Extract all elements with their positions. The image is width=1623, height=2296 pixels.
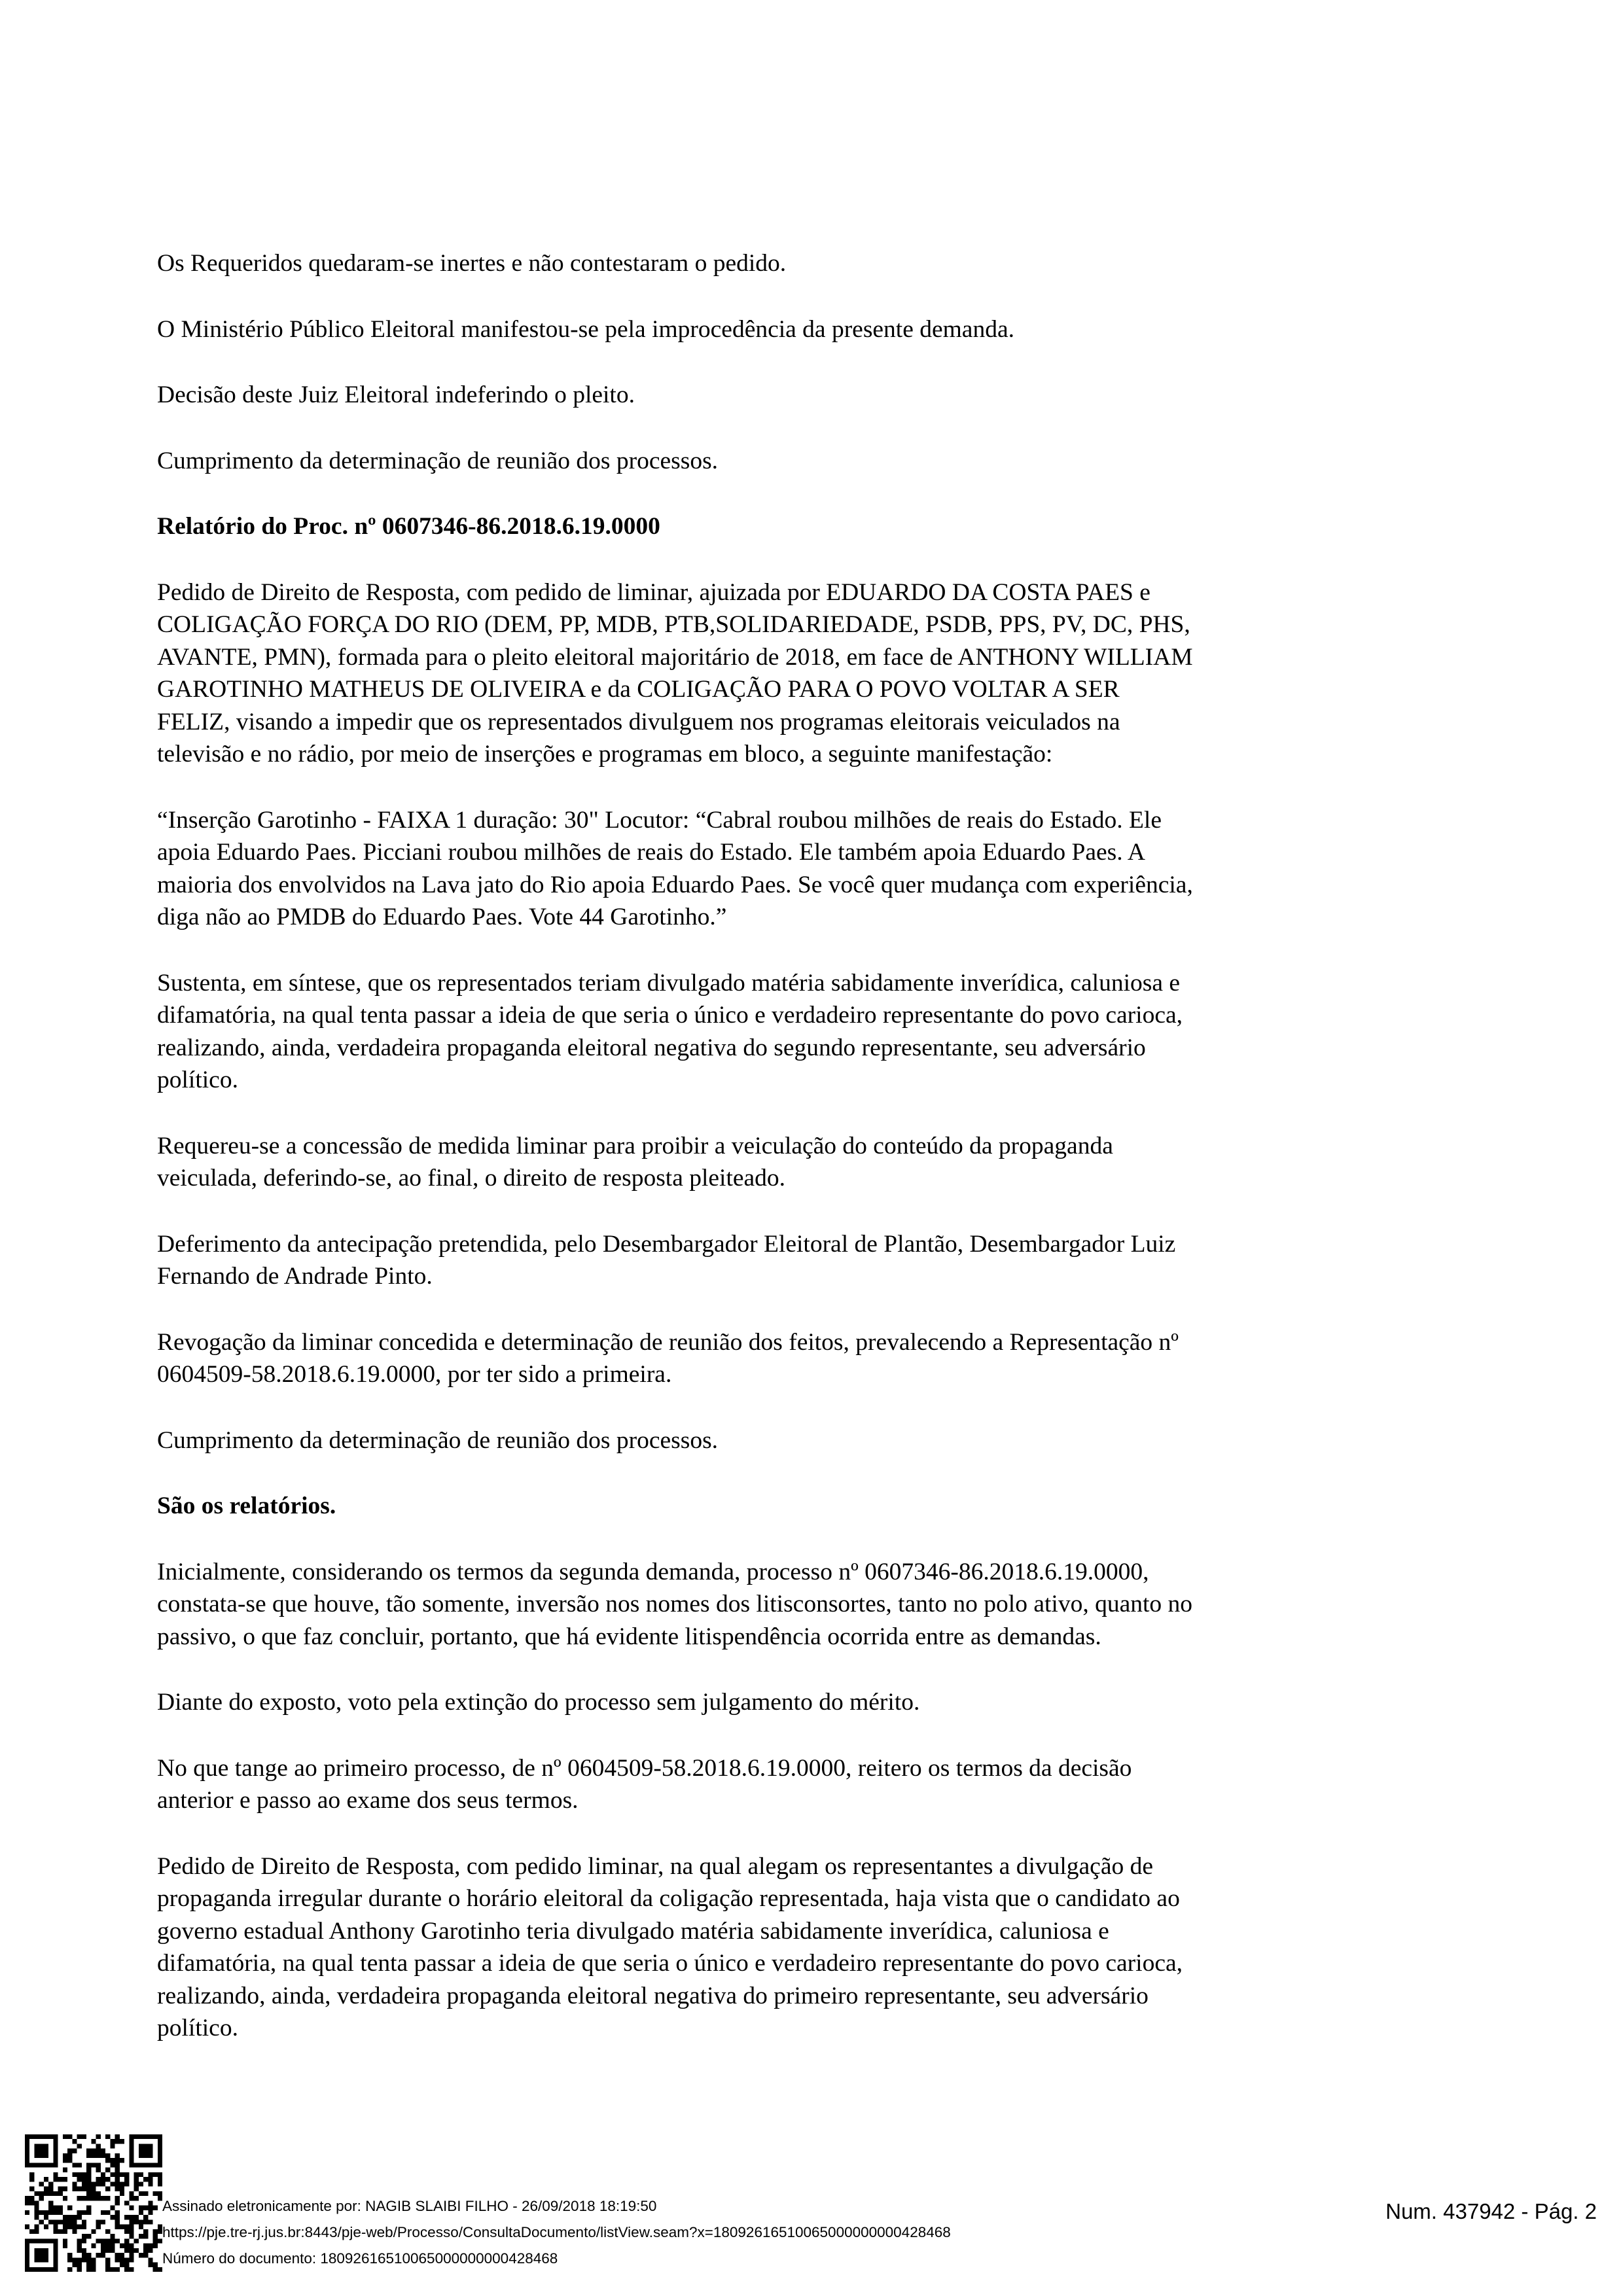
paragraph: Cumprimento da determinação de reunião dos processos.	[157, 1426, 719, 1454]
paragraph: “Inserção Garotinho - FAIXA 1 duração: 30" Locutor: “Cabral roubou milhões de reais do Estado. Ele apoia Eduardo Paes. Picciani roubou milhões de reais do Estado. Ele também apoia Eduardo Paes. A maioria dos envolvidos na Lava jato do Rio apoia Eduardo Paes. Se você quer mudança com experiência, diga não ao PMDB do Eduardo Paes. Vote 44 Garotinho.”	[157, 806, 1193, 930]
signature-block	[162, 2193, 951, 2272]
paragraph: No que tange ao primeiro processo, de nº 0604509-58.2018.6.19.0000, reitero os termos da decisão anterior e passo ao exame dos seus termos.	[157, 1754, 1132, 1814]
section-heading: São os relatórios.	[157, 1492, 336, 1519]
paragraph: Diante do exposto, voto pela extinção do processo sem julgamento do mérito.	[157, 1689, 920, 1716]
page-number: Num. 437942 - Pág. 2	[1385, 2199, 1597, 2223]
document-number: Número do documento: 18092616510065000000000428468	[162, 2250, 558, 2267]
signature-line: Assinado eletronicamente por: NAGIB SLAIBI FILHO - 26/09/2018 18:19:50	[162, 2198, 657, 2214]
paragraph: Os Requeridos quedaram-se inertes e não contestaram o pedido.	[157, 250, 787, 277]
paragraph: Deferimento da antecipação pretendida, pelo Desembargador Eleitoral de Plantão, Desembargador Luiz Fernando de Andrade Pinto.	[157, 1230, 1176, 1290]
paragraph: Pedido de Direito de Resposta, com pedido de liminar, ajuizada por EDUARDO DA COSTA PAES e COLIGAÇÃO FORÇA DO RIO (DEM, PP, MDB, PTB,SOLIDARIEDADE, PSDB, PPS, PV, DC, PHS, AVANTE, PMN), formada para o pleito eleitoral majoritário de 2018, em face de ANTHONY WILLIAM GAROTINHO MATHEUS DE OLIVEIRA e da COLIGAÇÃO PARA O POVO VOLTAR A SER FELIZ, visando a impedir que os representados divulguem nos programas eleitorais veiculados na televisão e no rádio, por meio de inserções e programas em bloco, a seguinte manifestação:	[157, 578, 1193, 768]
paragraph: Requereu-se a concessão de medida liminar para proibir a veiculação do conteúdo da propaganda veiculada, deferindo-se, ao final, o direito de resposta pleiteado.	[157, 1132, 1113, 1192]
paragraph: Revogação da liminar concedida e determinação de reunião dos feitos, prevalecendo a Representação nº 0604509-58.2018.6.19.0000, por ter sido a primeira.	[157, 1328, 1179, 1388]
paragraph: Cumprimento da determinação de reunião dos processos.	[157, 447, 719, 474]
paragraph: Inicialmente, considerando os termos da segunda demanda, processo nº 0607346-86.2018.6.19.0000, constata-se que houve, tão somente, inversão nos nomes dos litisconsortes, tanto no polo ativo, quanto no passivo, o que faz concluir, portanto, que há evidente litispendência ocorrida entre as demandas.	[157, 1558, 1193, 1650]
document-body	[157, 247, 1469, 2078]
paragraph: Sustenta, em síntese, que os representados teriam divulgado matéria sabidamente inverídica, caluniosa e difamatória, na qual tenta passar a ideia de que seria o único e verdadeiro representante do povo carioca, realizando, ainda, verdadeira propaganda eleitoral negativa do segundo representante, seu adversário político.	[157, 969, 1183, 1093]
qr-code	[25, 2134, 162, 2272]
paragraph: Decisão deste Juiz Eleitoral indeferindo o pleito.	[157, 381, 635, 408]
section-heading: Relatório do Proc. nº 0607346-86.2018.6.19.0000	[157, 513, 660, 540]
document-url[interactable]: https://pje.tre-rj.jus.br:8443/pje-web/Processo/ConsultaDocumento/listView.seam?x=18092616510065000000000428468	[162, 2224, 951, 2240]
paragraph: O Ministério Público Eleitoral manifestou-se pela improcedência da presente demanda.	[157, 315, 1014, 343]
paragraph: Pedido de Direito de Resposta, com pedido liminar, na qual alegam os representantes a divulgação de propaganda irregular durante o horário eleitoral da coligação representada, haja vista que o candidato ao governo estadual Anthony Garotinho teria divulgado matéria sabidamente inverídica, caluniosa e difamatória, na qual tenta passar a ideia de que seria o único e verdadeiro representante do povo carioca, realizando, ainda, verdadeira propaganda eleitoral negativa do primeiro representante, seu adversário político.	[157, 1852, 1183, 2041]
